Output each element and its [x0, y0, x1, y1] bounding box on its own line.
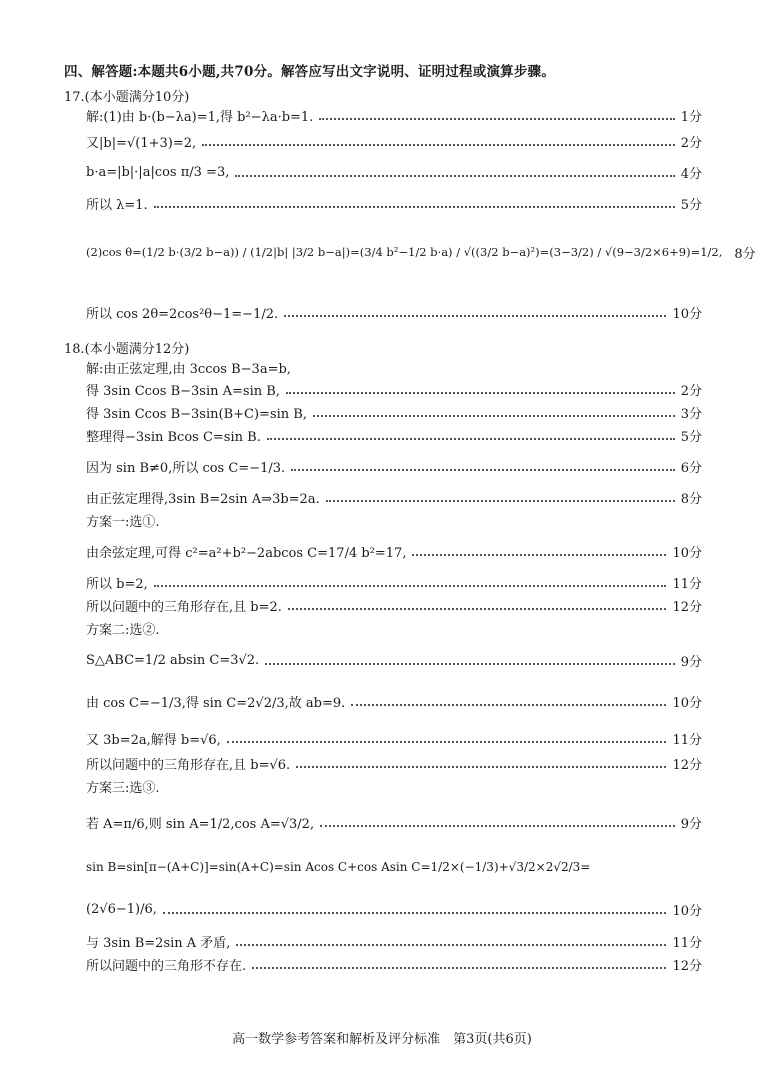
p18-step-18: 所以问题中的三角形不存在. 12分 [86, 953, 702, 975]
score: 1分 [680, 109, 702, 125]
score: 6分 [680, 460, 702, 476]
score: 2分 [680, 383, 702, 399]
score: 11分 [672, 576, 702, 592]
score: 12分 [672, 599, 702, 615]
p17-step-2: 又|b|=√(1+3)=2, 2分 [86, 130, 702, 152]
p17-step-1: 解:(1)由 b·(b−λa)=1,得 b²−λa·b=1. 1分 [86, 104, 702, 126]
p18-step-2: 得 3sin Ccos B−3sin A=sin B, 2分 [86, 378, 702, 400]
page-footer: 高一数学参考答案和解析及评分标准 第3页(共6页) [232, 1032, 532, 1047]
p18-step-15: sin B=sin[π−(A+C)]=sin(A+C)=sin Acos C+cos Asin C=1/2×(−1/3)+√3/2×2√2/3= [86, 860, 591, 874]
plan-3-label: 方案三:选③. [86, 781, 160, 796]
p18-intro: 解:由正弦定理,由 3ccos B−3a=b, [86, 362, 291, 377]
p17-step-5: (2)cos θ= (1/2 b·(3/2 b−a)) / (1/2|b| |3/2 b−a|) =(3/4 b²−1/2 b·a) / √((3/2 b−a)²) =(3−3/2) / √(9−3/2×6+9) =1/2, 8分 [86, 240, 702, 264]
score: 10分 [672, 695, 702, 711]
score: 11分 [672, 935, 702, 951]
p18-step-13: 所以问题中的三角形存在,且 b=√6. 12分 [86, 752, 702, 774]
p18-step-9: 所以问题中的三角形存在,且 b=2. 12分 [86, 594, 702, 616]
score: 12分 [672, 757, 702, 773]
score: 3分 [680, 406, 702, 422]
p18-step-4: 整理得−3sin Bcos C=sin B. 5分 [86, 424, 702, 446]
score: 2分 [680, 135, 702, 151]
problem-17-header: 17.(本小题满分10分) [64, 90, 190, 105]
score: 10分 [672, 903, 702, 919]
p18-step-16: (2√6−1)/6, 10分 [86, 901, 702, 919]
problem-18-header: 18.(本小题满分12分) [64, 342, 190, 357]
p18-step-12: 又 3b=2a,解得 b=√6, 11分 [86, 727, 702, 749]
p18-step-10: S△ABC=1/2 absin C=3√2. 9分 [86, 652, 702, 670]
p17-step-6: 所以 cos 2θ=2cos²θ−1=−1/2. 10分 [86, 301, 702, 323]
score: 8分 [680, 491, 702, 507]
score: 4分 [680, 166, 702, 182]
p18-step-11: 由 cos C=−1/3,得 sin C=2√2/3,故 ab=9. 10分 [86, 690, 702, 712]
plan-2-label: 方案二:选②. [86, 623, 160, 638]
section-heading: 四、解答题:本题共6小题,共70分。解答应写出文字说明、证明过程或演算步骤。 [64, 64, 555, 80]
score: 9分 [680, 816, 702, 832]
score: 10分 [672, 545, 702, 561]
score: 10分 [672, 306, 702, 322]
score: 12分 [672, 958, 702, 974]
score: 8分 [734, 246, 756, 262]
p18-step-6: 由正弦定理得,3sin B=2sin A⇒3b=2a. 8分 [86, 486, 702, 508]
score: 5分 [680, 429, 702, 445]
p18-step-8: 所以 b=2, 11分 [86, 571, 702, 593]
p18-step-3: 得 3sin Ccos B−3sin(B+C)=sin B, 3分 [86, 401, 702, 423]
score: 5分 [680, 197, 702, 213]
p18-step-5: 因为 sin B≠0,所以 cos C=−1/3. 6分 [86, 455, 702, 477]
p17-step-4: 所以 λ=1. 5分 [86, 192, 702, 214]
p18-step-7: 由余弦定理,可得 c²=a²+b²−2abcos C=17/4 b²=17, 10分 [86, 540, 702, 562]
p18-step-17: 与 3sin B=2sin A 矛盾, 11分 [86, 930, 702, 952]
score: 9分 [680, 654, 702, 670]
plan-1-label: 方案一:选①. [86, 515, 160, 530]
p17-step-3: b·a=|b|·|a|cos π/3 =3, 4分 [86, 164, 702, 182]
p18-step-14: 若 A=π/6,则 sin A=1/2,cos A=√3/2, 9分 [86, 811, 702, 833]
score: 11分 [672, 732, 702, 748]
